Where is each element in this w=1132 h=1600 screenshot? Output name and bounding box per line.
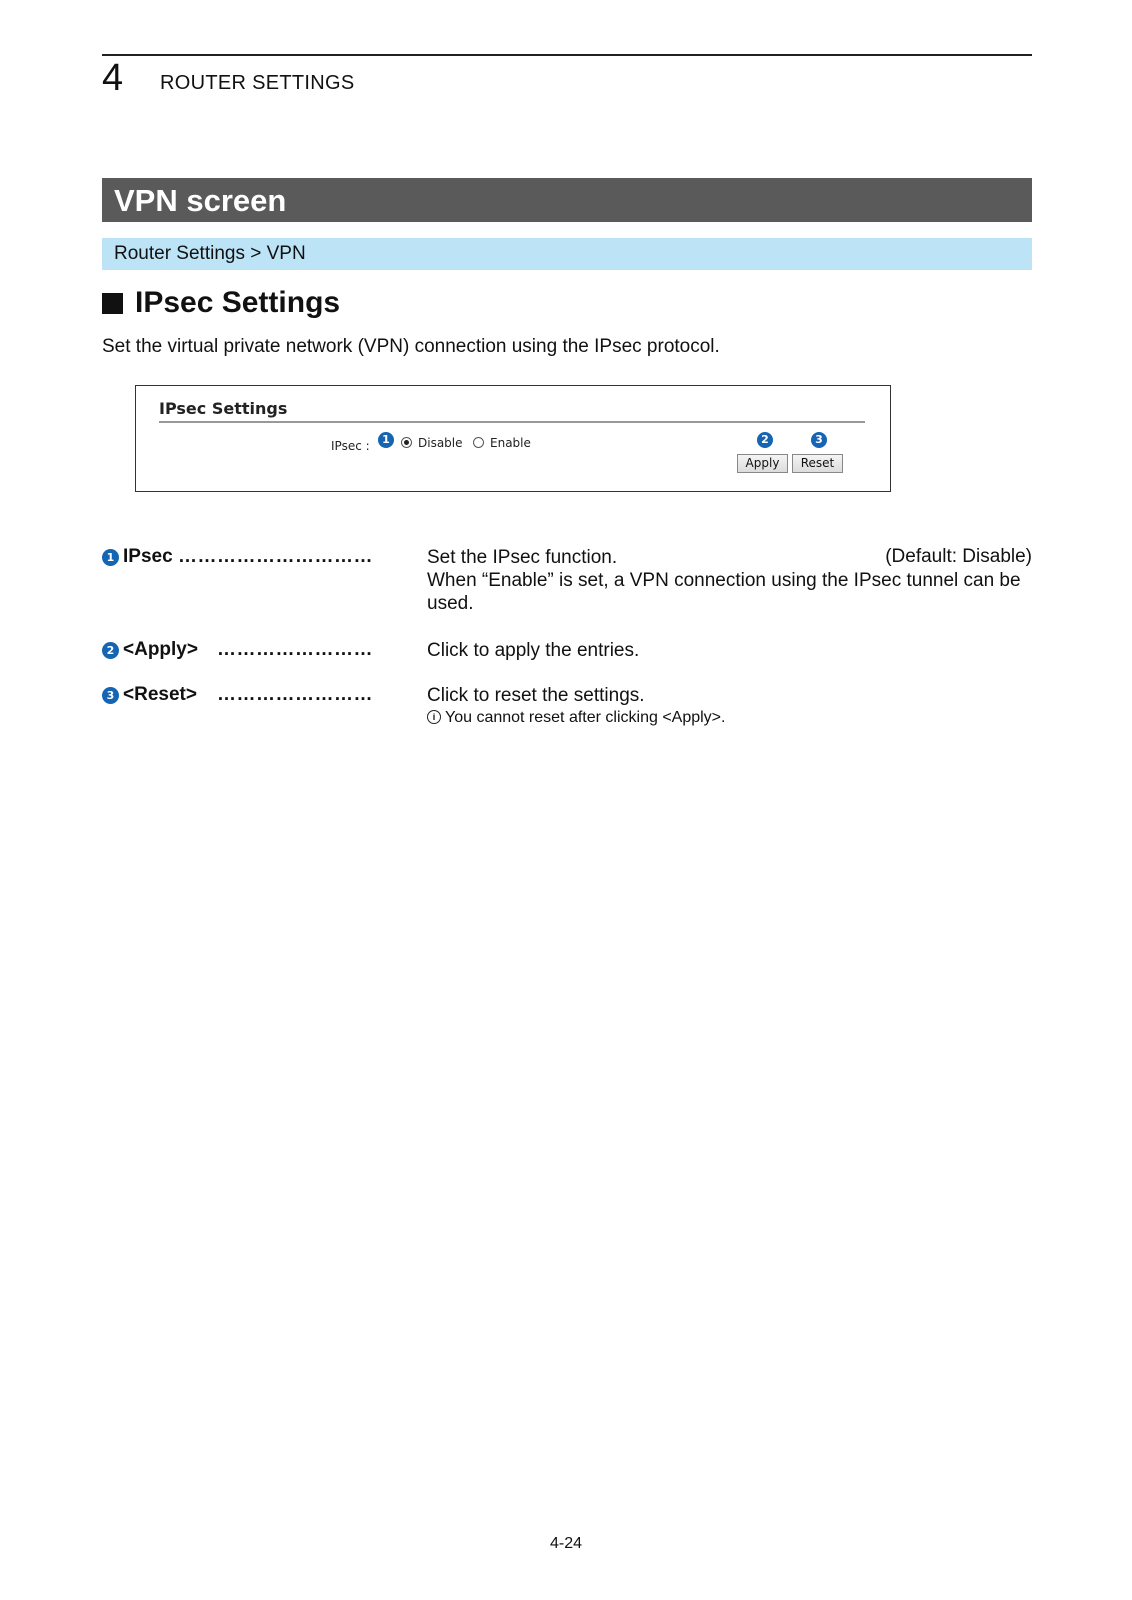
- callout-2-icon: 2: [102, 642, 119, 659]
- section-title: VPN screen: [102, 178, 1032, 222]
- desc-term-label: <Reset>: [123, 684, 197, 705]
- subsection-title: IPsec Settings: [135, 286, 341, 319]
- desc-text: [427, 639, 1032, 662]
- default-value: (Default: Disable): [885, 546, 1032, 567]
- square-bullet-icon: [102, 293, 123, 314]
- radio-enable[interactable]: [473, 437, 484, 448]
- reset-button[interactable]: Reset: [792, 454, 843, 473]
- leader-dots: …………………………: [178, 546, 373, 567]
- desc-main: Click to apply the entries.: [427, 640, 640, 661]
- ipsec-field-label: IPsec :: [331, 439, 370, 453]
- desc-extra: When “Enable” is set, a VPN connection using the IPsec tunnel can be used.: [427, 570, 1021, 614]
- desc-term: [102, 684, 197, 706]
- radio-disable-label: Disable: [418, 436, 463, 450]
- note-text: You cannot reset after clicking <Apply>.: [445, 709, 726, 726]
- chapter-number: 4: [102, 57, 124, 99]
- desc-term-label: <Apply>: [123, 639, 198, 660]
- panel-divider: [159, 421, 865, 423]
- leader-dots: ……………………: [217, 684, 373, 705]
- radio-enable-label: Enable: [490, 436, 531, 450]
- chapter-title: ROUTER SETTINGS: [160, 72, 355, 94]
- desc-text: [427, 684, 1032, 729]
- callout-1-icon: 1: [102, 549, 119, 566]
- breadcrumb: Router Settings > VPN: [102, 238, 1032, 270]
- callout-1-icon: 1: [378, 432, 394, 448]
- subsection-heading: [102, 285, 340, 321]
- desc-note: [427, 707, 1032, 729]
- leader-dots: ……………………: [217, 639, 373, 660]
- callout-2-icon: 2: [757, 432, 773, 448]
- desc-term: [102, 546, 173, 568]
- page-number: 4-24: [549, 1535, 583, 1552]
- desc-term: [102, 639, 198, 661]
- callout-3-icon: 3: [811, 432, 827, 448]
- desc-term-label: IPsec: [123, 546, 173, 567]
- apply-button[interactable]: Apply: [737, 454, 788, 473]
- radio-disable[interactable]: [401, 437, 412, 448]
- panel-title: IPsec Settings: [159, 399, 288, 418]
- callout-3-icon: 3: [102, 687, 119, 704]
- header-rule: [102, 54, 1032, 56]
- desc-main: Set the IPsec function.: [427, 547, 618, 568]
- desc-main: Click to reset the settings.: [427, 685, 645, 706]
- intro-text: Set the virtual private network (VPN) connection using the IPsec protocol.: [102, 336, 720, 357]
- info-icon: i: [427, 710, 441, 724]
- ipsec-settings-screenshot: [135, 385, 891, 492]
